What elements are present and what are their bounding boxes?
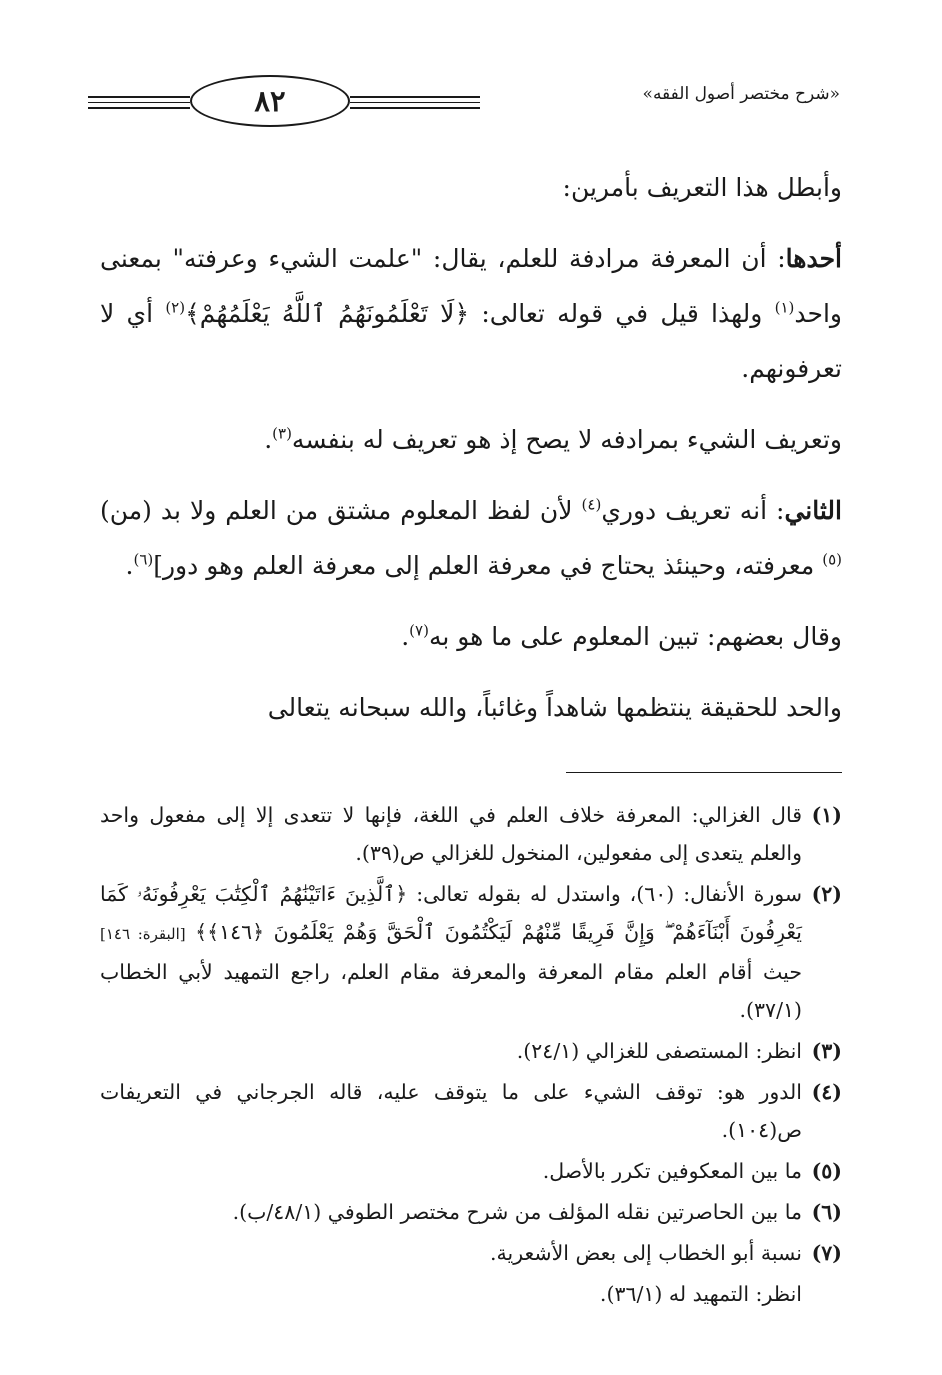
surah-reference: [البقرة: ١٤٦] xyxy=(100,925,186,943)
footnote-text xyxy=(100,875,802,1029)
paragraph xyxy=(100,609,842,664)
footnote xyxy=(100,796,842,872)
footnote-continuation: انظر: التمهيد له (٣٦/١). xyxy=(599,1282,802,1306)
main-text xyxy=(100,160,842,751)
footnote-number: (٧) xyxy=(811,1241,842,1265)
footnote-marker: (٤) xyxy=(581,495,602,514)
header-rule xyxy=(350,96,480,98)
footnote-text: نسبة أبو الخطاب إلى بعض الأشعرية. xyxy=(490,1241,802,1265)
footnote-number: (٣) xyxy=(811,1039,842,1063)
footnote-text: ما بين الحاصرتين نقله المؤلف من شرح مختصر الطوفي (٤٨/١/ب). xyxy=(232,1200,802,1224)
punctuation: . xyxy=(401,622,410,651)
punctuation: . xyxy=(264,425,273,454)
paragraph-text: لأن لفظ المعلوم مشتق من العلم ولا بد (من) xyxy=(100,496,582,525)
quran-quote: ﴿لَا تَعْلَمُونَهُمُ ٱللَّهُ يَعْلَمُهُمْ﴾ xyxy=(185,299,470,328)
footnote-separator xyxy=(566,772,842,773)
paragraph-text: معرفته، وحينئذ يحتاج في معرفة العلم إلى معرفة العلم وهو دور] xyxy=(153,551,823,580)
footnote-number: (٤) xyxy=(811,1080,842,1104)
paragraph-text: : أن المعرفة مرادفة للعلم، يقال: "علمت الشيء وعرفته" بمعنى واحد xyxy=(100,244,842,328)
paragraph xyxy=(100,412,842,467)
punctuation: . xyxy=(125,551,134,580)
footnote-marker: (١) xyxy=(774,298,795,317)
paragraph-text: : أنه تعريف دوري xyxy=(601,496,785,525)
footnote-text: ما بين المعكوفين تكرر بالأصل. xyxy=(542,1159,802,1183)
book-title: «شرح مختصر أصول الفقه» xyxy=(642,84,840,104)
footnote xyxy=(100,875,842,1029)
footnote xyxy=(100,1152,842,1190)
footnote-marker: (٢) xyxy=(165,298,186,317)
footnote-marker: (٧) xyxy=(409,621,429,640)
footnote-text: قال الغزالي: المعرفة خلاف العلم في اللغة، فإنها لا تتعدى إلا إلى مفعول واحد والعلم يتعدى إلى مفعولين، المنخول للغزالي ص(٣٩). xyxy=(100,803,802,865)
paragraph-text: وأبطل هذا التعريف بأمرين: xyxy=(562,173,842,202)
lead-word: أحدها xyxy=(785,244,842,273)
header-rule xyxy=(350,107,480,109)
paragraph-text: وتعريف الشيء بمرادفه لا يصح إذ هو تعريف له بنفسه xyxy=(291,425,842,454)
footnote xyxy=(100,1032,842,1070)
paragraph xyxy=(100,483,842,593)
paragraph-text: وقال بعضهم: تبين المعلوم على ما هو به xyxy=(428,622,842,651)
footnote-text: انظر: المستصفى للغزالي (٢٤/١). xyxy=(516,1039,802,1063)
header-rule xyxy=(88,102,190,103)
footnote-text-part: حيث أقام العلم مقام المعرفة والمعرفة مقام العلم، راجع التمهيد لأبي الخطاب (٣٧/١). xyxy=(100,960,802,1022)
footnote-marker: (٥) xyxy=(822,550,842,569)
footnotes xyxy=(100,796,842,1316)
footnote xyxy=(100,1193,842,1231)
footnote-text: الدور هو: توقف الشيء على ما يتوقف عليه، قاله الجرجاني في التعريفات ص(١٠٤). xyxy=(100,1080,802,1142)
header-rule xyxy=(350,102,480,103)
footnote-number: (٥) xyxy=(811,1159,842,1183)
footnote xyxy=(100,1234,842,1272)
paragraph-text: ولهذا قيل في قوله تعالى: xyxy=(469,299,775,328)
footnote-text-part: سورة الأنفال: (٦٠)، واستدل له بقوله تعالى: xyxy=(407,882,803,906)
paragraph-text: والحد للحقيقة ينتظمها شاهداً وغائباً، والله سبحانه يتعالى xyxy=(267,693,842,722)
paragraph xyxy=(100,160,842,215)
quran-quote: ﴿ٱلَّذِينَ ءَاتَيْنَٰهُمُ ٱلْكِتَٰبَ يَعْرِفُونَهُۥ كَمَا يَعْرِفُونَ أَبْنَآءَهُمْ ۖ وَإِنَّ فَرِيقًا مِّنْهُمْ لَيَكْتُمُونَ ٱلْحَقَّ وَهُمْ يَعْلَمُونَ ﴿١٤٦﴾﴾ xyxy=(100,882,802,944)
footnote-marker: (٦) xyxy=(133,550,154,569)
header-rule xyxy=(88,107,190,109)
page-number-badge xyxy=(190,75,350,127)
header-rule xyxy=(88,96,190,98)
page-number: ٨٢ xyxy=(254,84,286,118)
footnote-marker: (٣) xyxy=(272,424,292,443)
paragraph-text: أي لا تعرفونهم. xyxy=(100,299,842,383)
paragraph xyxy=(100,231,842,396)
lead-word: الثاني xyxy=(784,496,842,525)
footnote xyxy=(100,1073,842,1149)
footnote-number: (٢) xyxy=(811,882,842,906)
footnote-number: (١) xyxy=(811,803,842,827)
footnote-number: (٦) xyxy=(811,1200,842,1224)
paragraph xyxy=(100,680,842,735)
running-header xyxy=(88,74,840,134)
